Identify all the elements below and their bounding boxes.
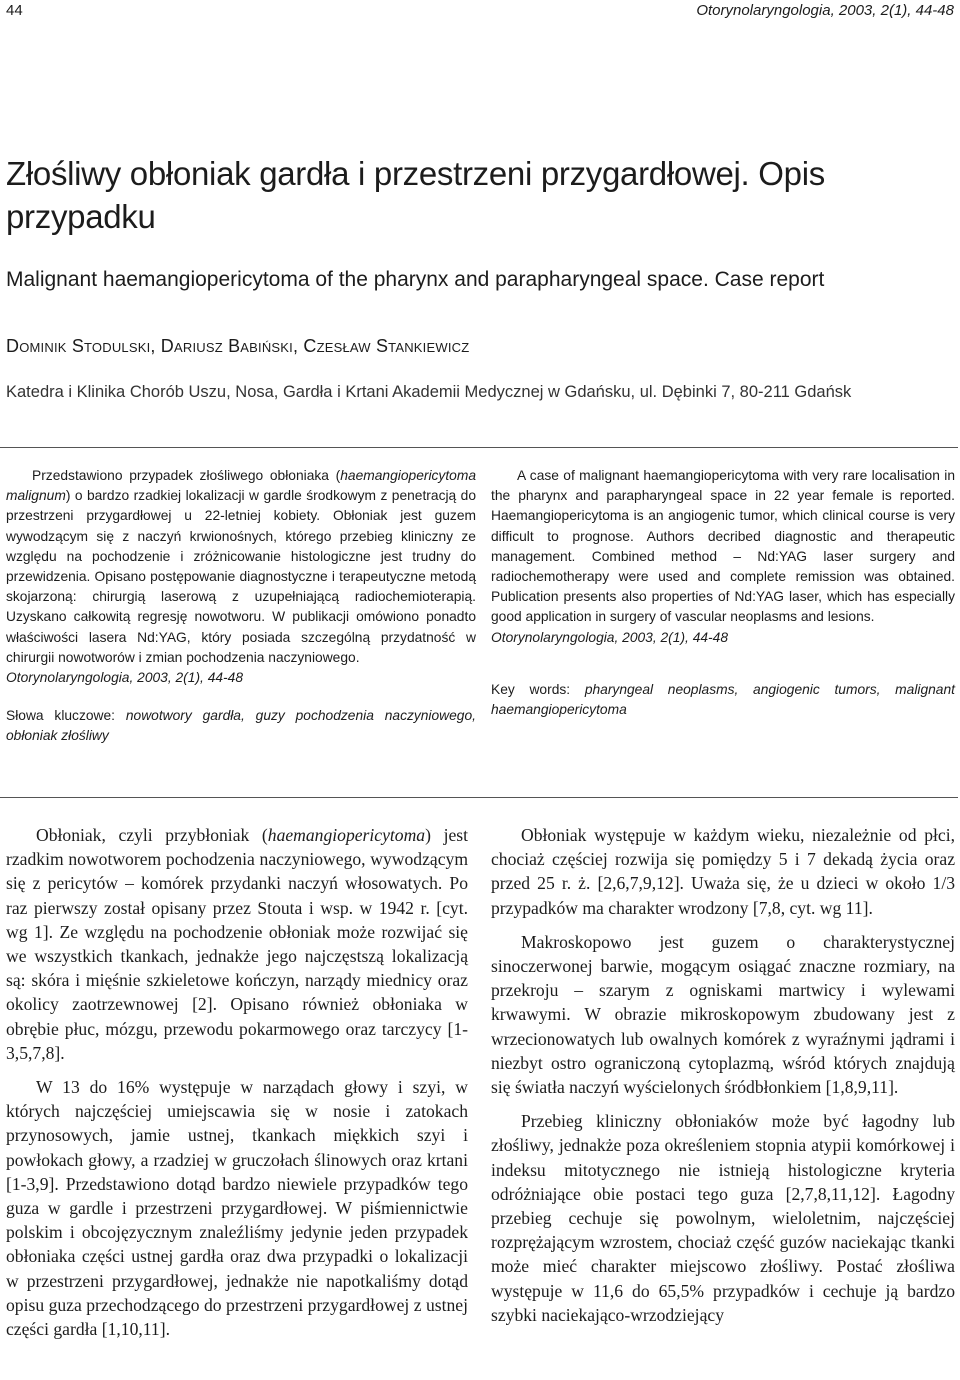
page-number: 44 [6, 2, 23, 19]
keywords-label-en: Key words: [491, 681, 571, 697]
abstract-pl-citation: Otorynolaryngologia, 2003, 2(1), 44-48 [6, 670, 243, 686]
body-right-paragraph-3: Przebieg kliniczny obłoniaków może być łagodny lub złośliwy, jednakże poza określeniem stopnia atypii komórkowej i indeksu mitotycznego nie istnieją histologiczne kryteria odróżniające obie postaci tego guza [2,7,8,11,12]. Łagodny przebieg cechuje się powolnym, wieloletnim, najczęściej rozprężającym wzrostem, chociaż część guzów naciekając tkanki może mieć charakter miejscowo złośliwy. Postać złośliwa występuje w 11,6 do 65,5% przypadków i cechuje ją bardzo szybki naciekająco-wrzodziejący [491, 1111, 955, 1325]
abstract-pl-part-a: Przedstawiono przypadek złośliwego obłoniaka ( [32, 468, 341, 483]
body-left-p1-part-b: ) jest rzadkim nowotworem pochodzenia naczyniowego, wywodzącym się z pericytów – komórek przydanki naczyń włosowatych. Po raz pierwszy został opisany przez Stouta i wsp. w 1942 r. [cyt. wg 1]. Ze względu na pochodzenie obłoniak może rozwijać się we wszystkich tkankach, jednakże jego najczęstszą lokalizacją są: skóra i mięśnie szkieletowe kończyn, narządy miednicy oraz okolicy zaotrzewnowej [2]. Opisano również obłoniaka w obrębie płuc, mózgu, przewodu pokarmowego oraz tarczycy [1-3,5,7,8]. [6, 825, 468, 1063]
abstract-en-keywords [491, 680, 955, 720]
divider-middle [0, 797, 958, 798]
title-polish: Złośliwy obłoniak gardła i przestrzeni przygardłowej. Opis przypadku [6, 155, 825, 235]
abstract-polish [6, 466, 476, 747]
body-right-paragraph-1: Obłoniak występuje w każdym wieku, niezależnie od płci, chociaż częściej rozwija się pomiędzy 5 i 7 dekadą życia oraz przed 25 r. ż. [2,6,7,9,12]. Uważa się, że u dzieci w około 1/3 przypadków ma charakter wrodzony [7,8, cyt. wg 11]. [491, 825, 955, 918]
abstract-english [491, 466, 955, 720]
journal-reference: Otorynolaryngologia, 2003, 2(1), 44-48 [696, 2, 954, 19]
title-english: Malignant haemangiopericytoma of the pharynx and parapharyngeal space. Case report [6, 268, 825, 291]
keywords-en: pharyngeal neoplasms, angiogenic tumors, malignant haemangiopericytoma [491, 681, 955, 718]
keywords-pl: nowotwory gardła, guzy pochodzenia naczyniowego, obłoniak złośliwy [6, 708, 476, 744]
body-left-p1-part-a: Obłoniak, czyli przybłoniak ( [36, 825, 268, 845]
abstract-pl-part-b: ) o bardzo rzadkiej lokalizacji w gardle środkowym z penetracją do przestrzeni przygardłowej u 22-letniej kobiety. Obłoniak jest guzem wywodzącym się z naczyń krwionośnych, którego przebieg kliniczny ze względu na pochodzenie i zróżnicowanie histologiczne jest trudny do przewidzenia. Opisano postępowanie diagnostyczne i terapeutyczne metodą skojarzoną: chirurgią laserową z uzupełniającą radiochemioterapią. Uzyskano całkowitą regresję nowotworu. W publikacji omówiono ponadto właściwości lasera Nd:YAG, który posiada szczególną przydatność w chirurgii nowotworów i zmian pochodzenia naczyniowego. [6, 488, 476, 665]
abstract-pl-text [6, 466, 476, 668]
abstract-pl-keywords [6, 706, 476, 746]
body-right-paragraph-2: Makroskopowo jest guzem o charakterystycznej sinoczerwonej barwie, mogącym osiągać znaczne rozmiary, na przekroju – szarym z ogniskami martwicy i wylewami krwawymi. W obrazie mikroskopowym zbudowany jest z wrzecionowatych lub owalnych komórek z wyraźnymi jądrami i niezbyt ostro ograniczoną cytoplazmą, wśród których znajdują się światła naczyń wyścielonych śródbłonkiem [1,8,9,11]. [491, 931, 955, 1098]
keywords-label-pl: Słowa kluczowe: [6, 708, 115, 724]
body-column-left [6, 823, 468, 1351]
abstract-pl-term: haemangiopericytoma malignum [6, 468, 476, 504]
divider-top [0, 447, 958, 448]
authors: Dominik Stodulski, Dariusz Babiński, Czesław Stankiewicz [6, 336, 470, 356]
body-left-paragraph-1 [6, 823, 468, 1065]
abstract-en-text: A case of malignant haemangiopericytoma with very rare localisation in the pharynx and parapharyngeal space in 22 year female is reported. Haemangiopericytoma is an angiogenic tumor, which clinical course is very difficult to prognose. Authors decribed diagnostic and therapeutic management. Combined method – Nd:YAG laser surgery and radiochemotherapy were used and complete remission was obtained. Publication presents also properties of Nd:YAG laser, which has especially good application in surgery of vascular neoplasms and lesions. [491, 468, 955, 625]
body-left-paragraph-2: W 13 do 16% występuje w narządach głowy i szyi, w których najczęściej umiejscawia się w nosie i zatokach przynosowych, jamie ustnej, tkankach miękkich szyi i powłokach głowy, a rzadziej w gruczołach ślinowych oraz krtani [1-3,9]. Przedstawiono dotąd bardzo niewiele przypadków tego guza w gardle i przestrzeni przygardłowej. W piśmiennictwie polskim i obcojęzycznym znaleźliśmy jedynie jeden przypadek obłoniaka części ustnej gardła oraz dwa przypadki o lokalizacji w przestrzeni przygardłowej, jednakże nie napotkaliśmy dotąd opisu guza przechodzącego do przestrzeni przygardłowej z ustnej części gardła [1,10,11]. [6, 1077, 468, 1340]
body-left-p1-term: haemangiopericytoma [267, 825, 426, 845]
affiliation: Katedra i Klinika Chorób Uszu, Nosa, Gardła i Krtani Akademii Medycznej w Gdańsku, ul. Dębinki 7, 80-211 Gdańsk [6, 383, 852, 401]
abstract-en-citation: Otorynolaryngologia, 2003, 2(1), 44-48 [491, 629, 728, 645]
body-column-right [491, 823, 955, 1337]
